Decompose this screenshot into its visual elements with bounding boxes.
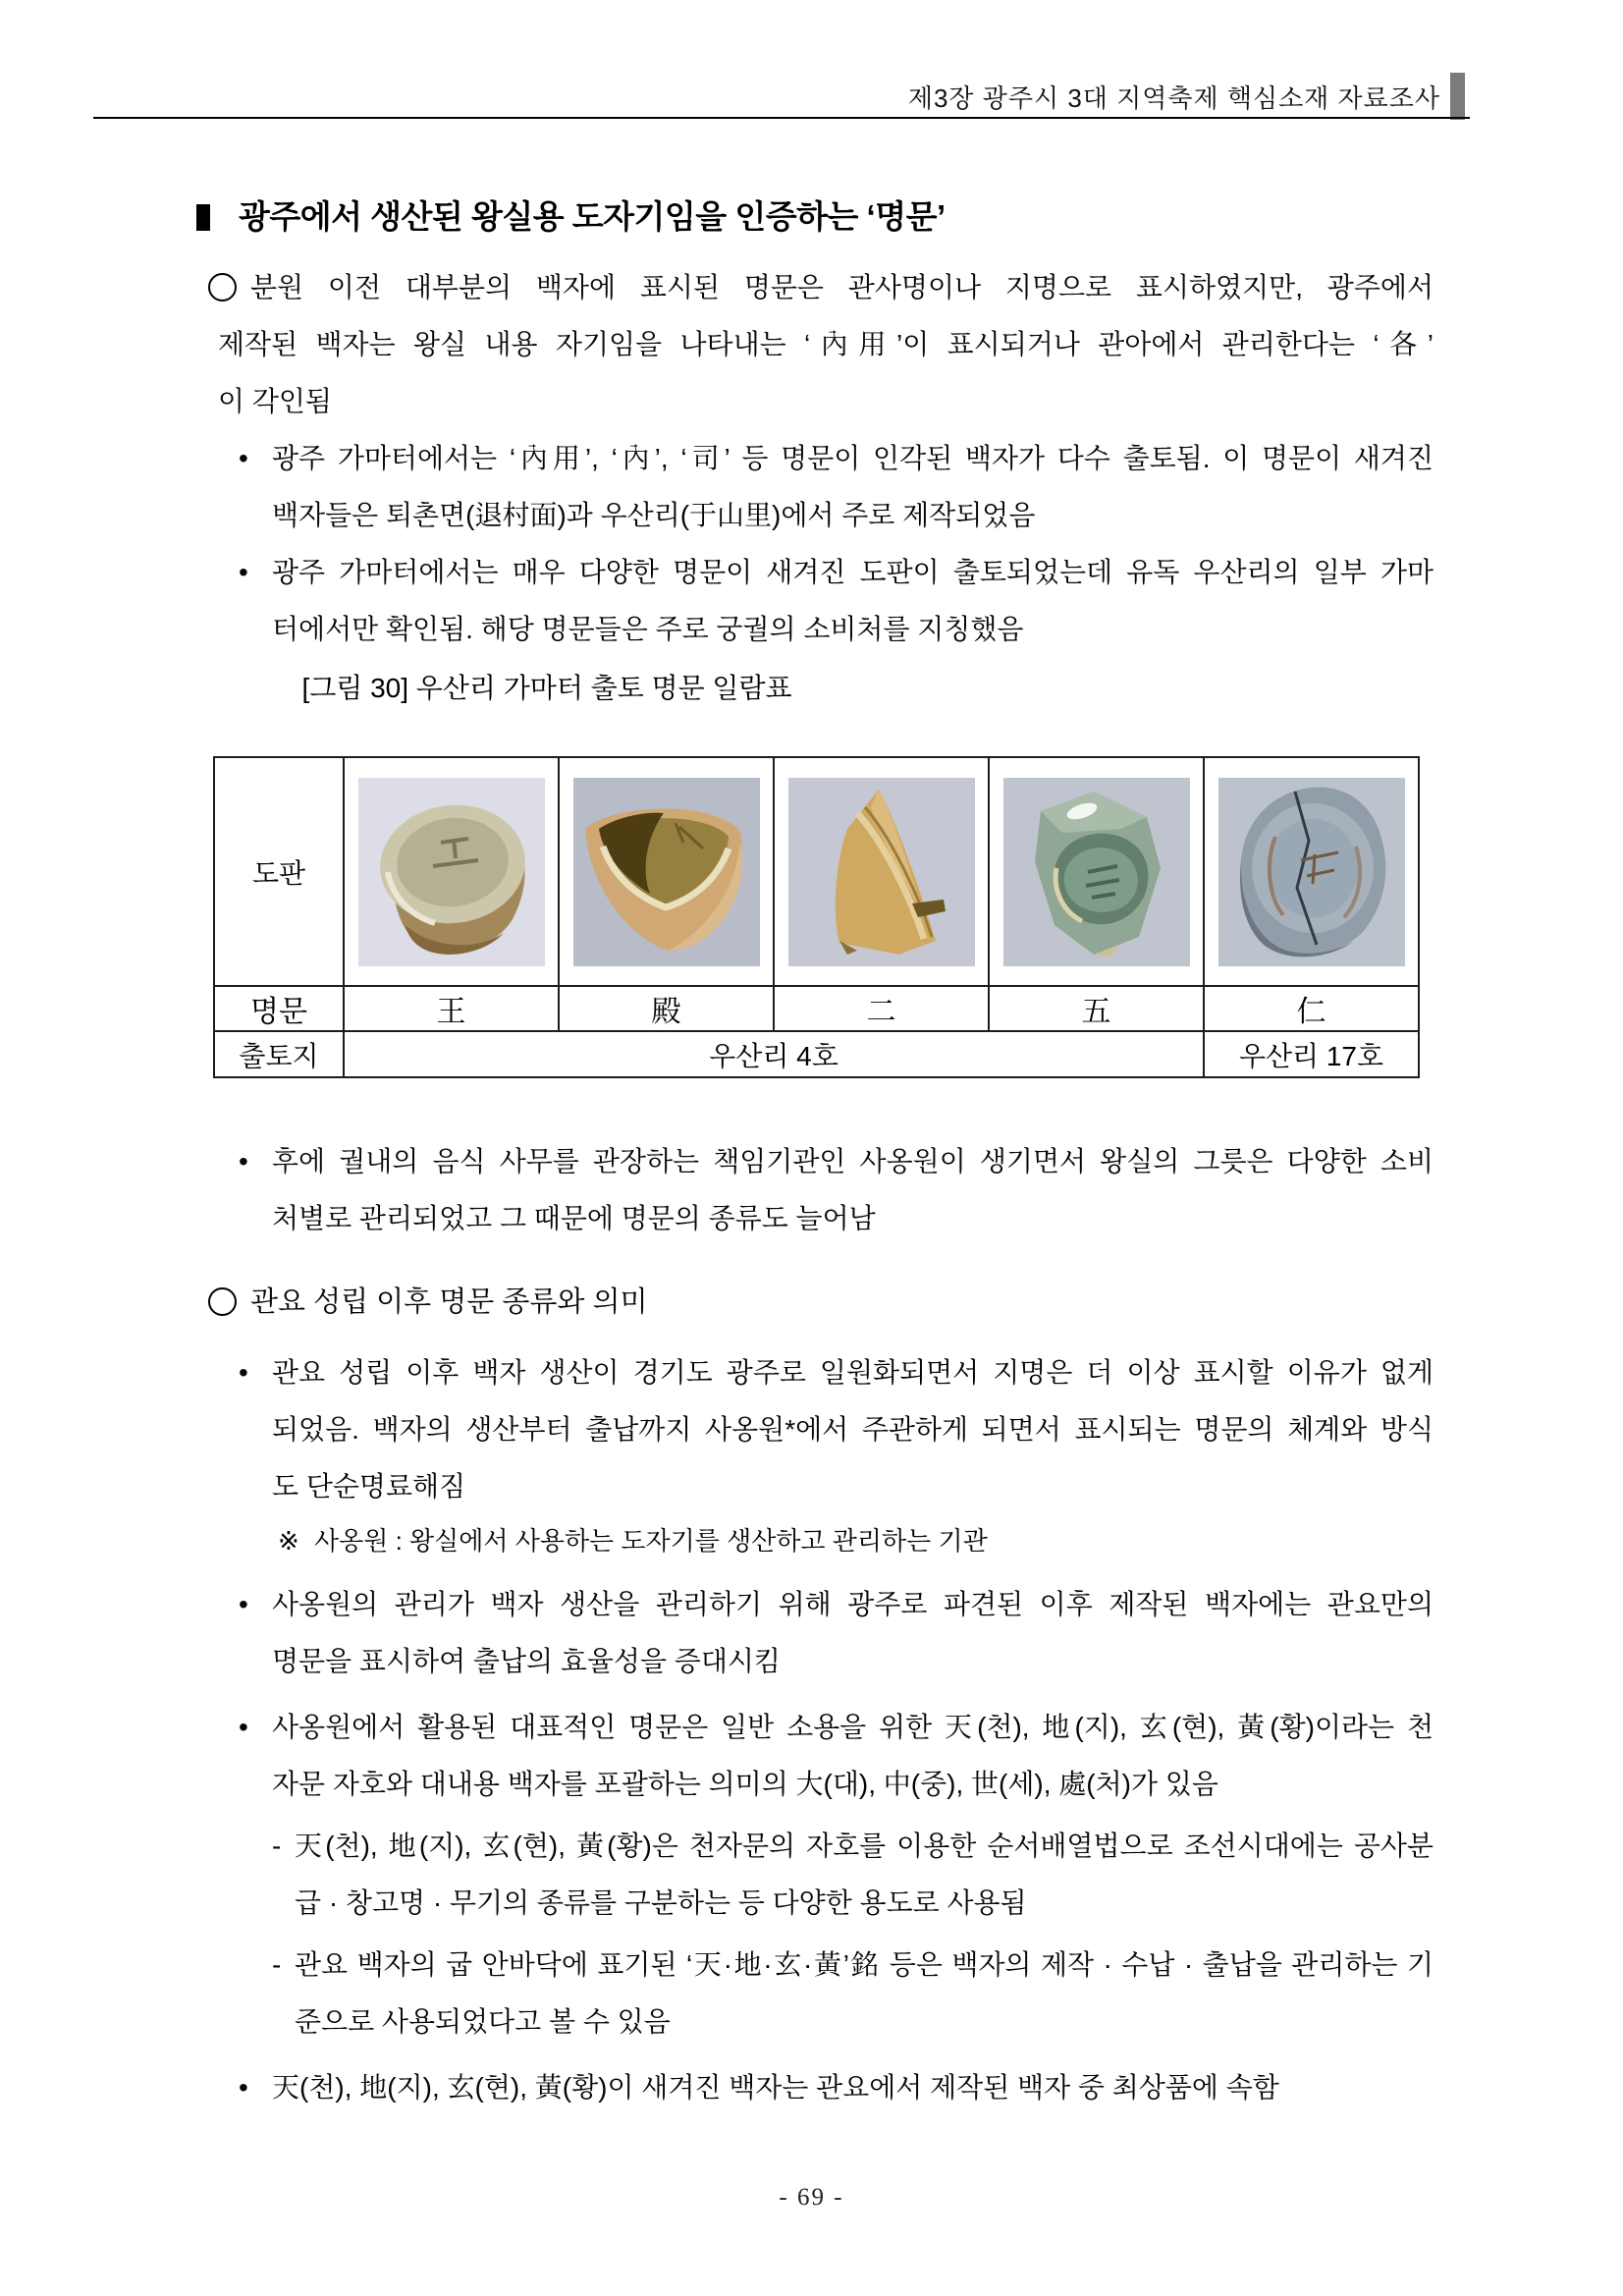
shard-i-image	[788, 778, 975, 966]
bullet-line: 사옹원의 관리가 백자 생산을 관리하기 위해 광주로 파견된 이후 제작된 백자에는 관요만의	[272, 1589, 1434, 1619]
intro-paragraph	[218, 259, 1434, 430]
bullet-line: 후에 궐내의 음식 사무를 관장하는 책임기관인 사옹원이 생기면서 왕실의 그릇은 다양한 소비	[272, 1146, 1434, 1176]
figure-table	[213, 756, 1420, 1078]
bullet-line: 광주 가마터에서는 ‘內用’, ‘內’, ‘司’ 등 명문이 인각된 백자가 다수 출토됨. 이 명문이 새겨진	[272, 443, 1434, 473]
shard-photo-in	[1218, 778, 1405, 966]
dash-line: 준으로 사용되었다고 볼 수 있음	[295, 2006, 671, 2037]
shard-in-image	[1218, 778, 1405, 966]
section-title-row	[196, 189, 1623, 246]
mark-cell: 王	[344, 986, 559, 1031]
table-row-photos	[214, 757, 1419, 986]
dash-item	[272, 1818, 1434, 1932]
page-body	[0, 118, 1623, 2116]
photo-cell	[344, 757, 559, 986]
table-row-marks	[214, 986, 1419, 1031]
bullet-item	[239, 2059, 1434, 2116]
circle-marker-icon	[208, 1287, 237, 1316]
reference-note	[278, 1515, 1434, 1566]
shard-o-image	[1003, 778, 1190, 966]
bullet-line: 명문을 표시하여 출납의 효율성을 증대시킴	[272, 1646, 781, 1676]
bullet-line: 되었음. 백자의 생산부터 출납까지 사옹원*에서 주관하게 되면서 표시되는 명문의 체계와 방식	[272, 1414, 1434, 1445]
mark-cell: 仁	[1204, 986, 1419, 1031]
bullet-item	[239, 1133, 1434, 1247]
photo-cell	[774, 757, 989, 986]
bullet-item	[239, 430, 1434, 544]
site-cell: 우산리 17호	[1204, 1031, 1419, 1077]
bullet-line: 天(천), 地(지), 玄(현), 黃(황)이 새겨진 백자는 관요에서 제작된 백자 중 최상품에 속함	[272, 2072, 1279, 2103]
dash-line: 天(천), 地(지), 玄(현), 黃(황)은 천자문의 자호를 이용한 순서배열법으로 조선시대에는 공사분	[295, 1831, 1434, 1861]
running-head: 제3장 광주시 3대 지역축제 핵심소재 자료조사	[907, 83, 1440, 113]
header-accent-bar	[1450, 73, 1465, 120]
bullet-marker-icon: •	[239, 443, 248, 473]
bullet-marker-icon: •	[239, 2072, 248, 2103]
paragraph-line: 제작된 백자는 왕실 내용 자기임을 나타내는 ‘內用’이 표시되거나 관아에서 관리한다는 ‘各’	[218, 329, 1434, 359]
section2-heading: 관요 성립 이후 명문 종류와 의미	[250, 1286, 648, 1318]
row-label: 출토지	[214, 1031, 344, 1077]
page-number: - 69 -	[779, 2184, 844, 2211]
dash-line: 급 · 창고명 · 무기의 종류를 구분하는 등 다양한 용도로 사용됨	[295, 1887, 1027, 1918]
photo-cell	[559, 757, 774, 986]
site-cell: 우산리 4호	[344, 1031, 1204, 1077]
bullet-line: 광주 가마터에서는 매우 다양한 명문이 새겨진 도판이 출토되었는데 유독 우산리의 일부 가마	[272, 557, 1434, 587]
shard-photo-jeon	[573, 778, 760, 966]
paragraph-line: 이 각인됨	[218, 386, 332, 416]
table-row-sites	[214, 1031, 1419, 1077]
dash-line: 관요 백자의 굽 안바닥에 표기된 ‘天·地·玄·黃’銘 등은 백자의 제작 · 수납 · 출납을 관리하는 기	[295, 1949, 1434, 1980]
row-label: 도판	[214, 757, 344, 986]
note-marker-icon: ※	[278, 1526, 299, 1556]
mark-cell: 殿	[559, 986, 774, 1031]
bullet-item	[239, 1344, 1434, 1515]
note-text: 사옹원 : 왕실에서 사용하는 도자기를 생산하고 관리하는 기관	[314, 1526, 988, 1556]
shard-photo-wang	[358, 778, 545, 966]
shard-photo-i	[788, 778, 975, 966]
bullet-marker-icon: •	[239, 1146, 248, 1176]
shard-photo-o	[1003, 778, 1190, 966]
shard-jeon-image	[573, 778, 760, 966]
shard-wang-image	[358, 778, 545, 966]
bullet-line: 백자들은 퇴촌면(退村面)과 우산리(于山里)에서 주로 제작되었음	[272, 500, 1036, 530]
bullet-item	[239, 1699, 1434, 1813]
bullet-line: 처별로 관리되었고 그 때문에 명문의 종류도 늘어남	[272, 1203, 876, 1233]
mark-cell: 五	[989, 986, 1204, 1031]
dash-item	[272, 1937, 1434, 2050]
figure-caption: [그림 30] 우산리 가마터 출토 명문 일람표	[301, 673, 792, 703]
section-title: 광주에서 생산된 왕실용 도자기임을 인증하는 ‘명문’	[239, 198, 946, 235]
bullet-line: 터에서만 확인됨. 해당 명문들은 주로 궁궐의 소비처를 지칭했음	[272, 614, 1024, 644]
bullet-line: 사옹원에서 활용된 대표적인 명문은 일반 소용을 위한 天(천), 地(지), 玄(현), 黃(황)이라는 천	[272, 1712, 1434, 1742]
dash-marker-icon: -	[272, 1949, 282, 1980]
bullet-line: 관요 성립 이후 백자 생산이 경기도 광주로 일원화되면서 지명은 더 이상 표시할 이유가 없게	[272, 1357, 1434, 1388]
bullet-line: 도 단순명료해짐	[272, 1471, 466, 1502]
bullet-item	[239, 1576, 1434, 1690]
bullet-marker-icon: •	[239, 1589, 248, 1619]
bullet-item	[239, 544, 1434, 658]
paragraph-line: 분원 이전 대부분의 백자에 표시된 명문은 관사명이나 지명으로 표시하였지만, 광주에서	[250, 272, 1434, 302]
circle-marker-icon	[208, 273, 237, 301]
bullet-marker-icon: •	[239, 1357, 248, 1388]
bullet-marker-icon: •	[239, 1712, 248, 1742]
bullet-line: 자문 자호와 대내용 백자를 포괄하는 의미의 大(대), 中(중), 世(세), 處(처)가 있음	[272, 1769, 1218, 1799]
square-marker-icon	[196, 204, 210, 231]
dash-marker-icon: -	[272, 1831, 282, 1861]
section2-heading-row	[218, 1274, 1434, 1331]
bullet-marker-icon: •	[239, 557, 248, 587]
photo-cell	[989, 757, 1204, 986]
photo-cell	[1204, 757, 1419, 986]
mark-cell: 二	[774, 986, 989, 1031]
row-label: 명문	[214, 986, 344, 1031]
